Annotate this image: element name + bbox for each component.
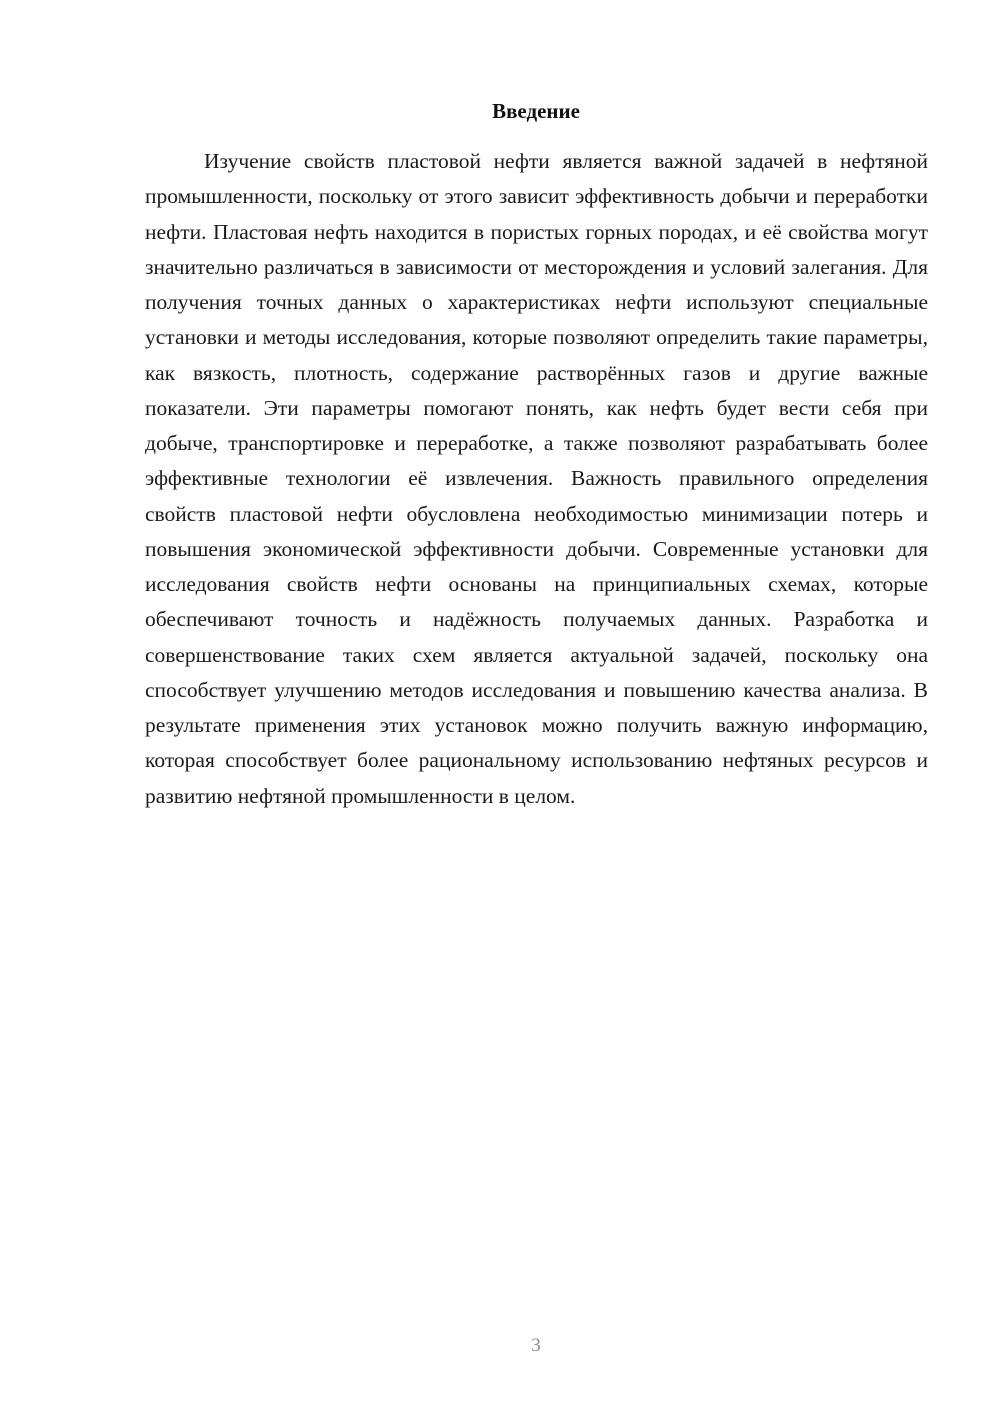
section-heading: Введение bbox=[492, 99, 580, 123]
introduction-paragraph: Изучение свойств пластовой нефти является важной задачей в нефтяной промышленности, поскольку от этого зависит эффективность добычи и переработки нефти. Пластовая нефть находится в пористых горных породах, и её свойства могут значительно различаться в зависимости от месторождения и условий залегания. Для получения точных данных о характеристиках нефти используют специальные установки и методы исследования, которые позволяют определить такие параметры, как вязкость, плотность, содержание растворённых газов и другие важные показатели. Эти параметры помогают понять, как нефть будет вести себя при добыче, транспортировке и переработке, а также позволяют разрабатывать более эффективные технологии её извлечения. Важность правильного определения свойств пластовой нефти обусловлена необходимостью минимизации потерь и повышения экономической эффективности добычи. Современные установки для исследования свойств нефти основаны на принципиальных схемах, которые обеспечивают точность и надёжность получаемых данных. Разработка и совершенствование таких схем является актуальной задачей, поскольку она способствует улучшению методов исследования и повышению качества анализа. В результате применения этих установок можно получить важную информацию, которая способствует более рациональному использованию нефтяных ресурсов и развитию нефтяной промышленности в целом. bbox=[145, 149, 928, 808]
page-number: 3 bbox=[531, 1335, 541, 1356]
